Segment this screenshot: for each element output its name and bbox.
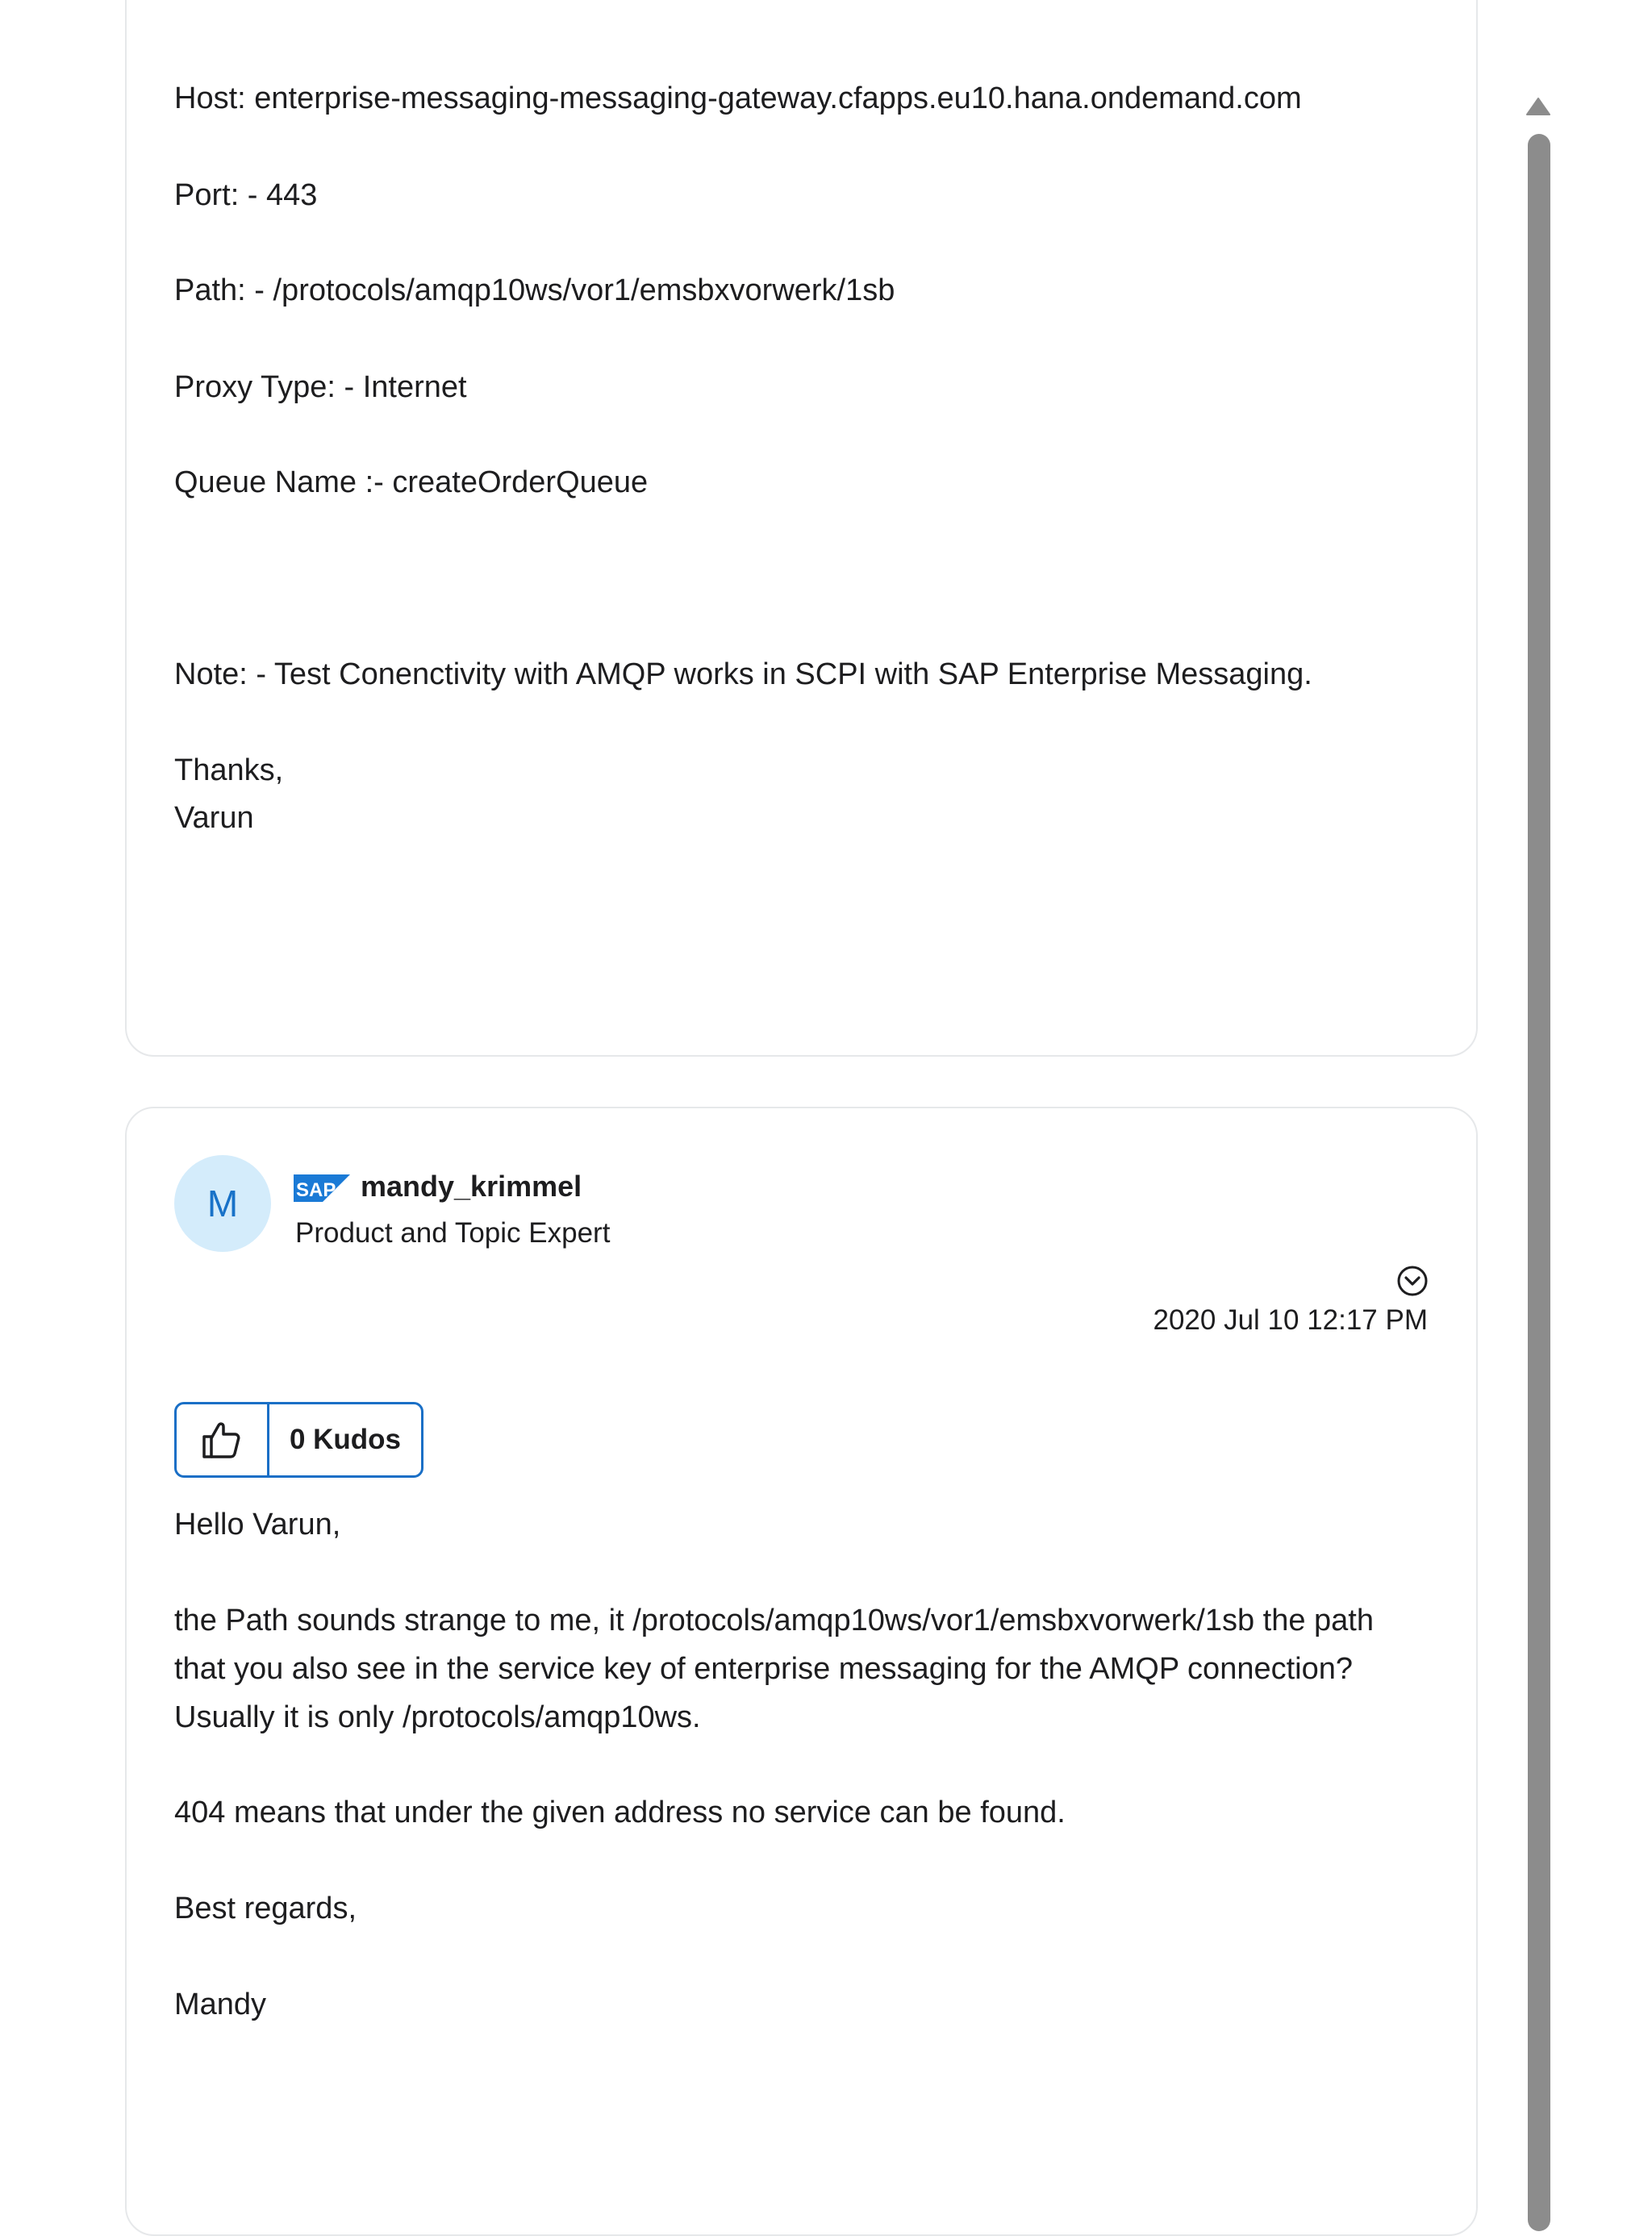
previous-post-card: [125, 0, 1478, 1057]
avatar[interactable]: [174, 1155, 271, 1252]
scrollbar-thumb[interactable]: [1528, 134, 1550, 2231]
post-line-proxy-type: Proxy Type: - Internet: [174, 370, 467, 404]
author-name-link[interactable]: mandy_krimmel: [361, 1170, 582, 1203]
scroll-up-arrow-icon[interactable]: [1525, 97, 1551, 116]
post-line-port: Port: - 443: [174, 178, 318, 212]
reply-line-2: that you also see in the service key of enterprise messaging for the AMQP connection?: [174, 1652, 1353, 1686]
post-line-host: Host: enterprise-messaging-messaging-gateway.cfapps.eu10.hana.ondemand.com: [174, 81, 1302, 115]
reply-line-404: 404 means that under the given address no service can be found.: [174, 1796, 1066, 1829]
kudos-button[interactable]: [177, 1404, 269, 1475]
reply-line-3: Usually it is only /protocols/amqp10ws.: [174, 1700, 701, 1734]
post-timestamp: 2020 Jul 10 12:17 PM: [1153, 1304, 1428, 1336]
reply-line-greeting: Hello Varun,: [174, 1508, 341, 1541]
post-line-path: Path: - /protocols/amqp10ws/vor1/emsbxvorwerk/1sb: [174, 273, 895, 307]
kudos-count: 0 Kudos: [289, 1424, 402, 1455]
thumbs-up-icon: [201, 1419, 243, 1461]
post-line-thanks: Thanks,: [174, 753, 284, 787]
sap-logo-text: SAP: [296, 1179, 336, 1201]
post-line-queue-name: Queue Name :- createOrderQueue: [174, 465, 649, 499]
reply-line-signature: Mandy: [174, 1988, 267, 2021]
post-line-note: Note: - Test Conenctivity with AMQP works in SCPI with SAP Enterprise Messaging.: [174, 657, 1312, 691]
reply-line-regards: Best regards,: [174, 1892, 357, 1925]
kudos-widget: [174, 1402, 423, 1478]
post-line-signature: Varun: [174, 801, 254, 835]
author-rank: Product and Topic Expert: [295, 1217, 611, 1249]
sap-logo-icon: [294, 1174, 350, 1202]
chevron-circle-down-icon[interactable]: [1396, 1265, 1429, 1297]
reply-line-1: the Path sounds strange to me, it /protocols/amqp10ws/vor1/emsbxvorwerk/1sb the path: [174, 1604, 1374, 1637]
avatar-letter: M: [206, 1183, 239, 1224]
